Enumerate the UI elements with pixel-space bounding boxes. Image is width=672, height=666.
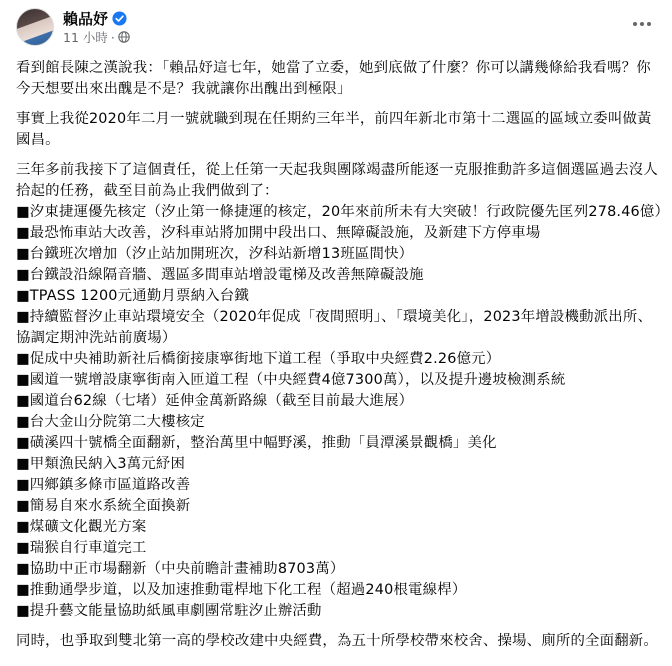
post-meta (63, 9, 130, 46)
post-header (16, 6, 130, 48)
list-item: ■煤礦文化觀光方案 (16, 519, 147, 535)
list-item: ■四鄉鎮多條市區道路改善 (16, 477, 191, 493)
author-row (63, 9, 130, 29)
list-item: ■磺溪四十號橋全面翻新，整治萬里中幅野溪，推動「員潭溪景觀橋」美化 (16, 435, 497, 451)
list-item: ■甲類漁民納入3萬元紓困 (16, 456, 186, 472)
list-item: ■簡易自來水系統全面換新 (16, 498, 191, 514)
list-item: ■最恐怖車站大改善，汐科車站將加開中段出口、無障礙設施，及新建下方停車場 (16, 225, 541, 241)
list-item: ■台鐵設沿線隔音牆、選區多間車站增設電梯及改善無障礙設施 (16, 267, 424, 283)
post-timestamp[interactable]: 11 小時 (63, 30, 108, 45)
globe-icon[interactable] (118, 31, 130, 43)
list-item: ■台鐵班次增加（汐止站加開班次，汐科站新增13班區間快） (16, 246, 414, 262)
paragraph-quote: 看到館長陳之漢說我：「賴品妤這七年，她當了立委，她到底做了什麼？你可以講幾條給我看嗎？你今天想要出來出醜是不是？我就讓你出醜出到極限」 (16, 60, 651, 97)
list-item: ■協助中正市場翻新（中央前瞻計畫補助8703萬） (16, 561, 345, 577)
list-item: ■台大金山分院第二大樓核定 (16, 414, 205, 430)
more-options-icon[interactable] (626, 12, 658, 36)
paragraph-intro: 三年多前我接下了這個責任，從上任第一天起我與團隊竭盡所能逐一克服推動許多這個選區過去沒人拾起的任務，截至目前為止我們做到了： (16, 162, 658, 199)
author-name[interactable]: 賴品妤 (63, 10, 109, 28)
list-item: ■推動通學步道，以及加速推動電桿地下化工程（超過240根電線桿） (16, 582, 467, 598)
list-item: ■瑞猴自行車道完工 (16, 540, 147, 556)
list-item: ■TPASS 1200元通勤月票納入台鐵 (16, 288, 249, 304)
list-item: ■國道台62線（七堵）延伸金萬新路線（截至目前最大進展） (16, 393, 414, 409)
verified-badge-icon (112, 11, 127, 26)
list-item: ■促成中央補助新社后橋銜接康寧街地下道工程（爭取中央經費2.26億元） (16, 351, 501, 367)
author-avatar[interactable] (16, 8, 54, 46)
list-item: ■國道一號增設康寧街南入匝道工程（中央經費4億7300萬），以及提升邊坡檢測系統 (16, 372, 566, 388)
list-item: ■持續監督汐止車站環境安全（2020年促成「夜間照明」、「環境美化」，2023年增設機動派出所、協調定期沖洗站前廣場） (16, 309, 653, 346)
paragraph-closing: 同時，也爭取到雙北第一高的學校改建中央經費，為五十所學校帶來校舍、操場、廁所的全面翻新。 (16, 633, 658, 649)
timestamp-row (63, 29, 130, 46)
paragraph-term: 事實上我從2020年二月一號就職到現在任期約三年半，前四年新北市第十二選區的區域立委叫做黃國昌。 (16, 111, 652, 148)
list-item: ■提升藝文能量協助紙風車劇團常駐汐止辦活動 (16, 603, 322, 619)
list-item: ■汐東捷運優先核定（汐止第一條捷運的核定，20年來前所未有大突破！行政院優先匡列278.46億） (16, 204, 670, 220)
meta-separator: · (110, 29, 115, 45)
post-body (16, 58, 670, 652)
